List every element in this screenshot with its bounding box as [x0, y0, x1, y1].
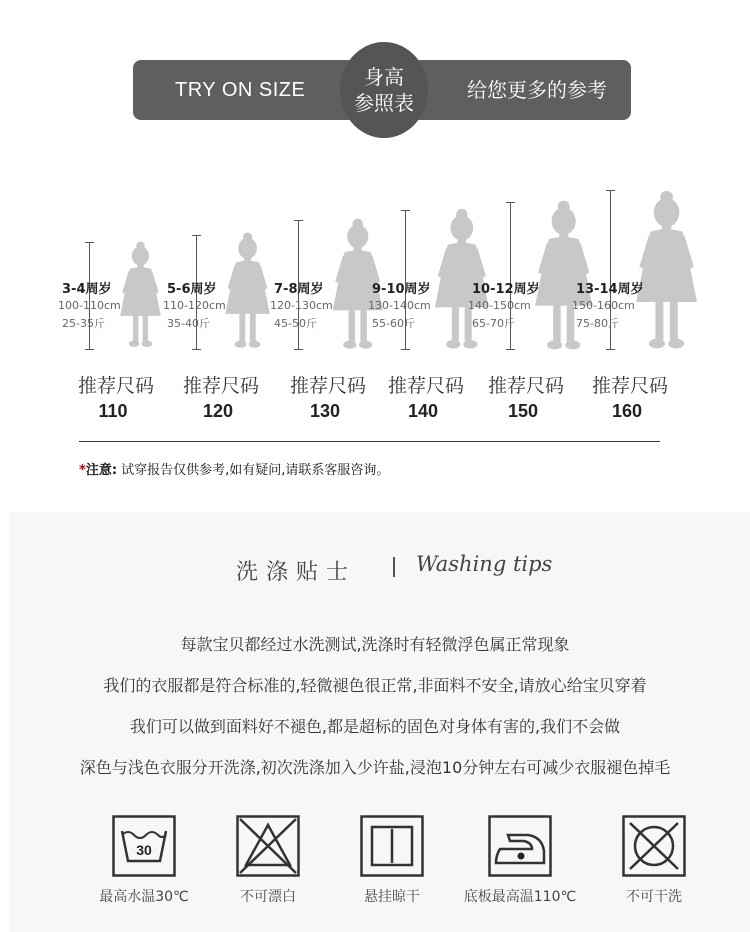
no-bleach-icon: [236, 815, 300, 877]
washing-tip: 深色与浅色衣服分开洗涤,初次洗涤加入少许盐,浸泡10分钟左右可减少衣服褪色掉毛: [79, 758, 671, 777]
weight-range: 25-35斤: [62, 317, 105, 330]
height-range: 110-120cm: [163, 299, 226, 312]
recommended-label: 推荐尺码: [78, 375, 155, 397]
recommended-size: 110: [98, 401, 128, 421]
wash-30-label: 最高水温30℃: [99, 889, 189, 905]
banner-subtitle: 给您更多的参考: [467, 78, 607, 102]
washing-title-separator: [393, 557, 395, 577]
disclaimer-note: [79, 459, 389, 478]
height-range: 130-140cm: [368, 299, 431, 312]
no-dry-clean-label: 不可干洗: [626, 889, 682, 905]
no-bleach-label: 不可漂白: [240, 889, 296, 905]
note-star: *: [79, 463, 86, 478]
hang-dry-label: 悬挂晾干: [364, 889, 420, 905]
child-silhouette-icon: [118, 241, 163, 348]
recommended-size: 140: [407, 401, 439, 421]
recommended-size: 160: [611, 401, 643, 421]
height-range: 140-150cm: [468, 299, 531, 312]
recommended-size: 150: [507, 401, 539, 421]
age-range: 5-6周岁: [167, 282, 217, 297]
age-range: 10-12周岁: [472, 282, 540, 297]
weight-range: 75-80斤: [576, 317, 619, 330]
recommended-label: 推荐尺码: [290, 375, 367, 397]
age-range: 7-8周岁: [274, 282, 324, 297]
recommended-label: 推荐尺码: [488, 375, 565, 397]
iron-110-label: 底板最高温110℃: [463, 889, 577, 905]
age-range: 3-4周岁: [62, 282, 112, 297]
washing-tip: 我们的衣服都是符合标准的,轻微褪色很正常,非面料不安全,请放心给宝贝穿着: [103, 676, 647, 695]
recommended-label: 推荐尺码: [183, 375, 260, 397]
banner-circle-line2: 参照表: [354, 91, 414, 115]
height-size-chart: [0, 0, 750, 450]
banner-title-en: TRY ON SIZE: [175, 79, 306, 101]
height-range: 150-160cm: [572, 299, 635, 312]
no-dry-clean-icon: [622, 815, 686, 877]
age-range: 13-14周岁: [576, 282, 644, 297]
height-range: 100-110cm: [58, 299, 121, 312]
recommended-label: 推荐尺码: [388, 375, 465, 397]
washing-title: 洗涤贴士: [236, 560, 357, 585]
height-range: 120-130cm: [270, 299, 333, 312]
recommended-size: 130: [309, 401, 341, 421]
note-text: 试穿报告仅供参考,如有疑问,请联系客服咨询。: [117, 463, 390, 478]
chart-baseline: [79, 441, 660, 442]
iron-110-icon: [488, 815, 552, 877]
recommended-label: 推荐尺码: [592, 375, 669, 397]
wash-temp-text: 30: [136, 842, 152, 858]
washing-tip: 我们可以做到面料好不褪色,都是超标的固色对身体有害的,我们不会做: [129, 717, 621, 736]
washing-title-en: Washing tips: [416, 552, 553, 576]
child-silhouette-icon: [633, 190, 700, 350]
hang-dry-icon: [360, 815, 424, 877]
weight-range: 65-70斤: [472, 317, 515, 330]
note-lead: 注意:: [85, 463, 118, 478]
washing-tip: 每款宝贝都经过水洗测试,洗涤时有轻微浮色属正常现象: [180, 635, 570, 654]
recommended-size: 120: [202, 401, 234, 421]
weight-range: 35-40斤: [167, 317, 210, 330]
banner-circle-line1: 身高: [364, 65, 404, 89]
weight-range: 45-50斤: [274, 317, 317, 330]
age-range: 9-10周岁: [372, 282, 431, 297]
child-silhouette-icon: [223, 232, 272, 349]
wash-30-icon: [112, 815, 176, 877]
weight-range: 55-60斤: [372, 317, 415, 330]
